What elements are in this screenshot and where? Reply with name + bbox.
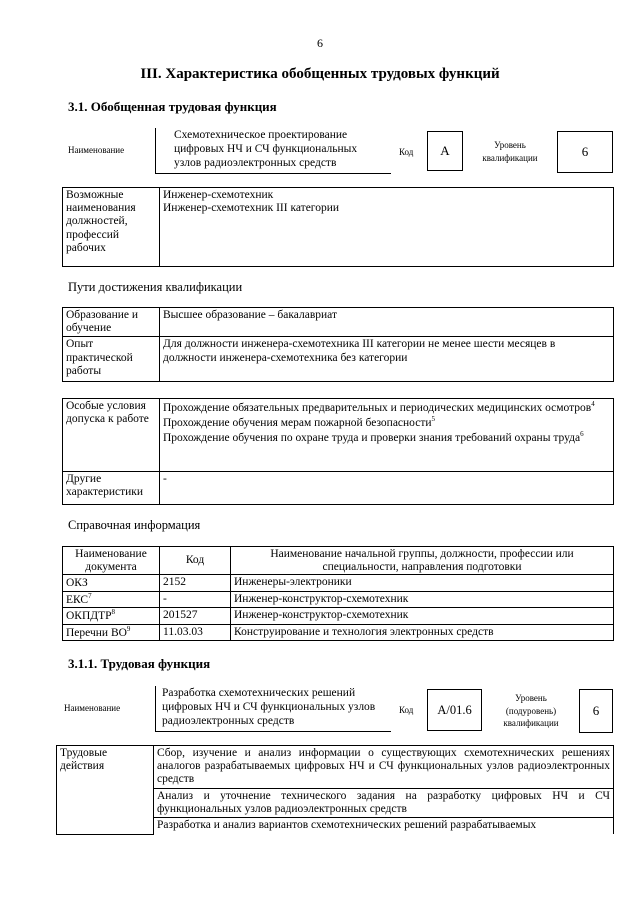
qualification-table [62,307,614,382]
gtf-code-box [427,131,463,171]
labor-actions-label: Трудовые действия [57,746,154,835]
other-label: Другие характеристики [63,472,160,505]
gtf-name-value: Схемотехническое проектирование цифровых НЧ и СЧ функциональных узлов радиоэлектронных средств [174,129,358,169]
table-row [57,746,614,789]
gtf-name-box [155,128,391,174]
reference-header-row [63,547,614,575]
reference-code: - [160,591,231,607]
reference-doc: ОКПДТР$^8$ [63,608,160,624]
gtf-level-value: 6 [581,144,589,159]
reference-doc: ЕКС$^7$ [63,591,160,607]
conditions-label: Особые условия допуска к работе [63,399,160,472]
reference-name: Инженер-конструктор-схемотехник [231,591,614,607]
reference-title: Справочная информация [68,518,201,532]
education-label: Образование и обучение [63,308,160,337]
positions-table [62,187,614,267]
labor-function-title: 3.1.1. Трудовая функция [68,656,211,671]
page-number: 6 [317,36,323,50]
lf-level-label: Уровень (подуровень) квалификации [503,693,559,729]
positions-label: Возможные наименования должностей, профессий рабочих [63,188,160,267]
reference-doc: ОКЗ [63,575,160,591]
labor-action-item: Сбор, изучение и анализ информации о существующих схемотехнических решениях аналогов разрабатываемых цифровых НЧ и СЧ функциональных узлов радиоэлектронных средств [154,746,614,789]
reference-header-code: Код [160,547,231,575]
table-row [63,624,614,640]
subsection-title: 3.1. Обобщенная трудовая функция [68,99,277,114]
qualification-paths-title: Пути достижения квалификации [68,280,243,294]
education-value: Высшее образование – бакалавриат [160,308,614,337]
lf-code-box [427,689,482,731]
labor-action-item: Разработка и анализ вариантов схемотехнических решений разрабатываемых [154,818,614,835]
condition-item: Прохождение обучения по охране труда и проверки знания требований охраны труда$^6$ [163,430,584,444]
other-value: - [160,472,614,505]
gtf-code-label: Код [399,147,414,157]
lf-name-box [155,686,391,732]
reference-name: Инженер-конструктор-схемотехник [231,608,614,624]
lf-name-value: Разработка схемотехнических решений цифровых НЧ и СЧ функциональных узлов радиоэлектронных средств [162,687,376,727]
table-row [63,608,614,624]
experience-value: Для должности инженера-схемотехника III категории не менее шести месяцев в должности инженера-схемотехника без категории [160,337,614,382]
positions-list [160,188,614,267]
table-row [63,575,614,591]
gtf-level-label: Уровень квалификации [482,140,538,163]
table-row [63,591,614,607]
condition-item: Прохождение обучения мерам пожарной безопасности$^5$ [163,415,436,429]
lf-name-label: Наименование [64,703,121,713]
reference-doc: Перечни $ВО^9$ [63,624,160,640]
reference-name: Конструирование и технология электронных средств [231,624,614,640]
gtf-name-label: Наименование [68,145,125,155]
experience-label: Опыт практической работы [63,337,160,382]
condition-item: Прохождение обязательных предварительных и периодических медицинских осмотров$^4$ [163,400,595,414]
position-item: Инженер-схемотехник III категории [163,202,340,215]
reference-header-name: Наименование начальной группы, должности, профессии или специальности, направления подготовки [231,547,614,575]
lf-level-box [579,689,613,733]
conditions-table [62,398,614,505]
position-item: Инженер-схемотехник [163,189,274,201]
reference-header-doc: Наименование документа [63,547,160,575]
gtf-level-box [557,131,613,173]
labor-actions-table [56,745,614,835]
reference-code: 11.03.03 [160,624,231,640]
section-title: III. Характеристика обобщенных трудовых функций [140,66,500,82]
labor-action-item: Анализ и уточнение технического задания на разработку цифровых НЧ и СЧ функциональных узлов радиоэлектронных средств [154,788,614,817]
reference-code: 2152 [160,575,231,591]
lf-code-value: А/01.6 [437,702,472,717]
conditions-list [160,399,614,472]
lf-level-value: 6 [592,703,600,718]
reference-code: 201527 [160,608,231,624]
lf-code-label: Код [399,705,414,715]
gtf-code-value: А [440,143,450,158]
reference-table [62,546,614,641]
reference-name: Инженеры-электроники [231,575,614,591]
